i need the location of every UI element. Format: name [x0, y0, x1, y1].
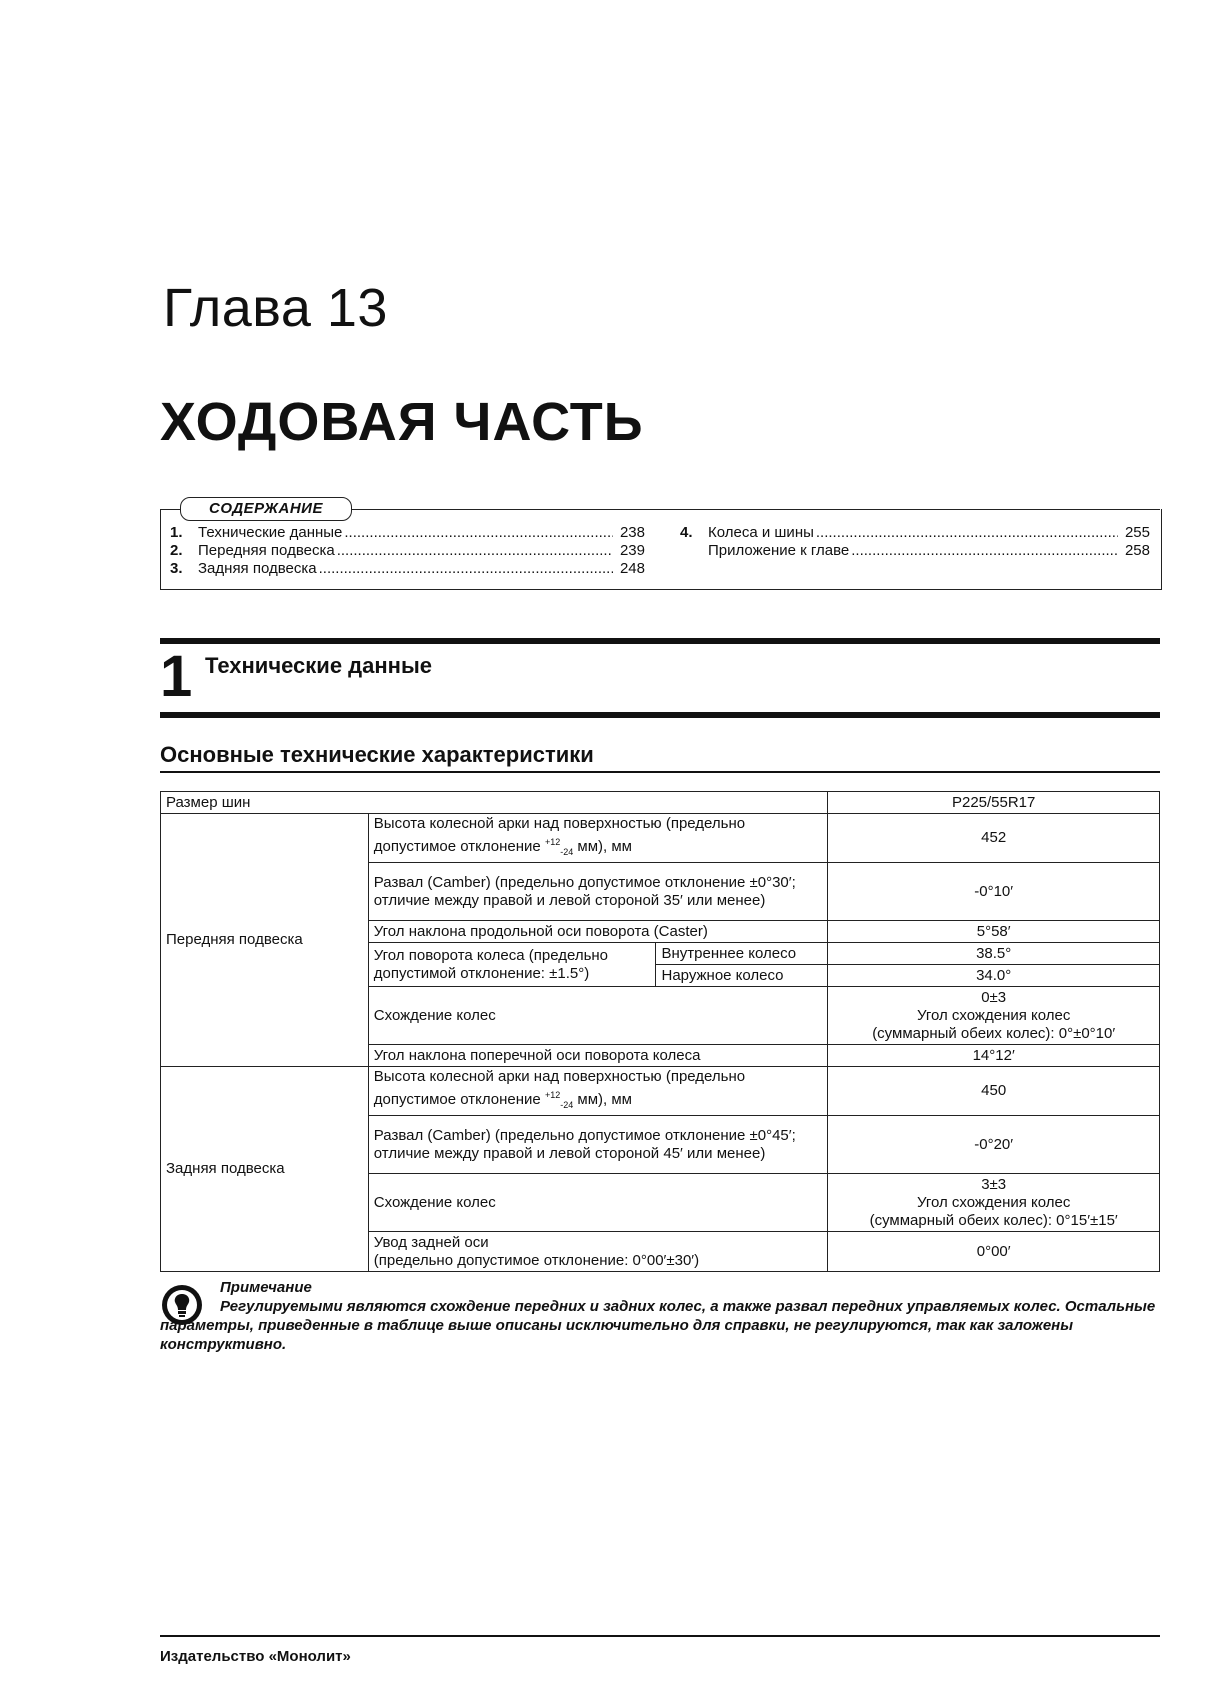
- toc-left-column: [170, 524, 645, 578]
- toc-item-title: Задняя подвеска: [198, 560, 317, 577]
- front-camber-label: Развал (Camber) (предельно допустимое отклонение ±0°30′; отличие между правой и левой стороной 35′ или менее): [368, 863, 828, 921]
- front-arch-height-label: [368, 814, 828, 863]
- rear-thrust-label-line: (предельно допустимое отклонение: 0°00′±30′): [373, 1251, 700, 1269]
- rear-thrust-label-line: Увод задней оси: [373, 1233, 489, 1251]
- front-arch-height-text: Высота колесной арки над поверхностью (предельно допустимое отклонение: [373, 815, 746, 855]
- front-kingpin-label: Угол наклона поперечной оси поворота колеса: [368, 1045, 828, 1067]
- tolerance-plus: +12: [544, 837, 561, 847]
- tolerance-minus: -24: [560, 1100, 574, 1110]
- section-title: Технические данные: [205, 653, 432, 678]
- front-steer-inner-value: 38.5°: [828, 943, 1160, 965]
- front-arch-height-value: 452: [828, 814, 1160, 863]
- rear-suspension-label: Задняя подвеска: [161, 1067, 369, 1272]
- note-text: Регулируемыми являются схождение передних и задних колес, а также развал передних управляемых колес. Остальные параметры, приведенные в таблице выше описаны исключительно для справки, не регулируются, так как заложены конструктивно.: [160, 1298, 1156, 1353]
- toc-item-number: 4.: [680, 524, 693, 541]
- front-toe-label: Схождение колес: [368, 987, 828, 1045]
- table-row: [161, 814, 1160, 863]
- publisher-name: Издательство «Монолит»: [160, 1648, 351, 1665]
- front-toe-value-line: Угол схождения колес: [917, 1006, 1071, 1024]
- front-steer-angle-label: Угол поворота колеса (предельно допустимой отклонение: ±1.5°): [368, 943, 656, 987]
- rear-arch-height-value: 450: [828, 1067, 1160, 1116]
- note-heading: Примечание: [220, 1279, 312, 1296]
- toc-item-title: Колеса и шины: [708, 524, 814, 541]
- front-arch-height-unit: мм), мм: [573, 838, 632, 855]
- section-number: 1: [160, 644, 193, 709]
- tolerance-plus: +12: [544, 1090, 561, 1100]
- toc-item[interactable]: [170, 560, 645, 578]
- rear-toe-value-line: (суммарный обеих колес): 0°15′±15′: [869, 1211, 1118, 1229]
- rear-arch-height-label: [368, 1067, 828, 1116]
- rear-thrust-value: 0°00′: [828, 1232, 1160, 1272]
- front-suspension-label: Передняя подвеска: [161, 814, 369, 1067]
- toc-item-page: 248: [619, 560, 645, 577]
- toc-item-title: Передняя подвеска: [198, 542, 335, 559]
- table-row: [161, 792, 1160, 814]
- section-rule-top: [160, 638, 1160, 644]
- rear-toe-label: Схождение колес: [368, 1174, 828, 1232]
- front-camber-value: -0°10′: [828, 863, 1160, 921]
- rear-camber-value: -0°20′: [828, 1116, 1160, 1174]
- front-steer-inner-label: Внутреннее колесо: [656, 943, 828, 965]
- rear-toe-value-line: Угол схождения колес: [917, 1193, 1071, 1211]
- tire-size-value: P225/55R17: [828, 792, 1160, 814]
- table-row: [161, 1067, 1160, 1116]
- toc-item[interactable]: [680, 524, 1150, 542]
- toc-item-page: 258: [1124, 542, 1150, 559]
- rear-thrust-label: [368, 1232, 828, 1272]
- tolerance-minus: -24: [560, 847, 574, 857]
- toc-item-number: 3.: [170, 560, 183, 577]
- rear-toe-value-line: 3±3: [981, 1175, 1007, 1193]
- toc-item-title: Приложение к главе: [708, 542, 850, 559]
- subsection-heading: Основные технические характеристики: [160, 742, 594, 767]
- rear-arch-height-unit: мм), мм: [573, 1091, 632, 1108]
- chapter-title: ХОДОВАЯ ЧАСТЬ: [160, 392, 644, 452]
- rear-camber-label: Развал (Camber) (предельно допустимое отклонение ±0°45′; отличие между правой и левой стороной 45′ или менее): [368, 1116, 828, 1174]
- front-toe-value-line: 0±3: [981, 988, 1007, 1006]
- toc-item[interactable]: [170, 524, 645, 542]
- rear-arch-height-text: Высота колесной арки над поверхностью (предельно допустимое отклонение: [373, 1068, 746, 1108]
- front-caster-value: 5°58′: [828, 921, 1160, 943]
- front-steer-outer-value: 34.0°: [828, 965, 1160, 987]
- toc-item[interactable]: [170, 542, 645, 560]
- toc-item-page: 238: [619, 524, 645, 541]
- toc-leader-dots: [337, 542, 613, 560]
- rear-toe-value: [828, 1174, 1160, 1232]
- toc-heading: СОДЕРЖАНИЕ: [180, 497, 352, 521]
- front-kingpin-value: 14°12′: [828, 1045, 1160, 1067]
- toc-leader-dots: [344, 524, 613, 542]
- subsection-rule: [160, 771, 1160, 773]
- toc-item-number: 2.: [170, 542, 183, 559]
- chapter-label: Глава 13: [163, 278, 388, 338]
- front-toe-value: [828, 987, 1160, 1045]
- toc-item[interactable]: [680, 542, 1150, 560]
- toc-item-title: Технические данные: [198, 524, 343, 541]
- spec-table: [160, 791, 1160, 1272]
- front-steer-outer-label: Наружное колесо: [656, 965, 828, 987]
- section-rule-bottom: [160, 712, 1160, 718]
- toc-right-column: [680, 524, 1150, 560]
- front-toe-value-line: (суммарный обеих колес): 0°±0°10′: [872, 1024, 1116, 1042]
- toc-leader-dots: [816, 524, 1118, 542]
- footer-rule: [160, 1635, 1160, 1637]
- toc-item-page: 239: [619, 542, 645, 559]
- toc-item-number: 1.: [170, 524, 183, 541]
- tire-size-label: Размер шин: [161, 792, 828, 814]
- toc-leader-dots: [319, 560, 613, 578]
- toc-leader-dots: [851, 542, 1118, 560]
- front-caster-label: Угол наклона продольной оси поворота (Caster): [368, 921, 828, 943]
- toc-item-page: 255: [1124, 524, 1150, 541]
